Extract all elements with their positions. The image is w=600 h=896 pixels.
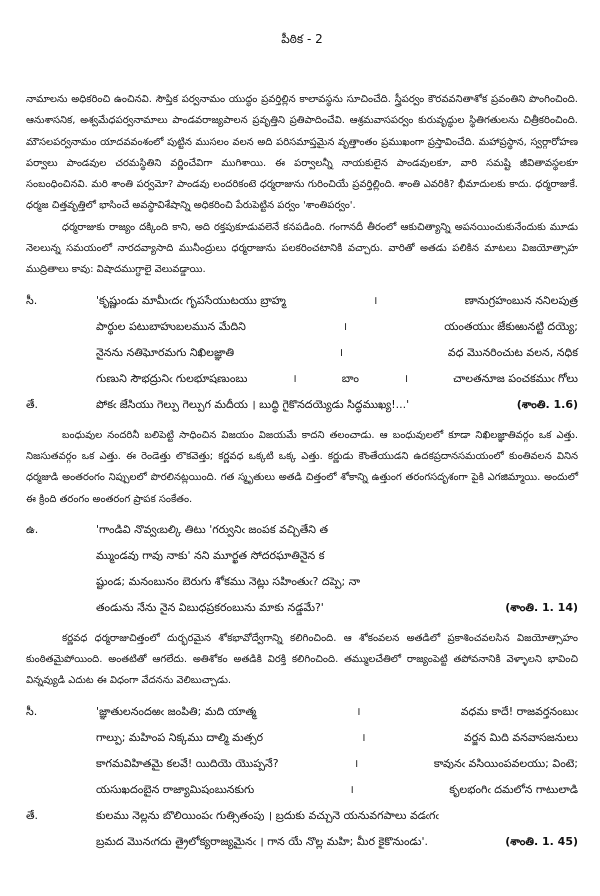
verse-line-part: వధ మొనరించుట వలన, నధిక: [447, 345, 578, 359]
verse-line-part: 'జ్ఞాతులనందఱఁ జంపితి; మది యాత్మ: [96, 704, 257, 718]
verse-line: బ్రమద మొనఁగదు త్రైలోక్యరాజ్యమైనఁ । గాన యే నొల్ల మహి; మీర కైకొనుండు'. (శాంతి. 1. 45): [96, 829, 578, 855]
verse-line: ష్టుండ; మనంబునం బెరుగు శోకము నెట్లు సహింతుఁ? దప్పె; నా: [96, 574, 361, 588]
verse-line: పోకఁ జేసియు గెల్పు గెల్పుగ మదీయ । బుద్ధి గైకొనదయ్యెడు సిద్ధముఖ్య!...' (శాంతి. 1.6): [96, 392, 578, 418]
verse-line-part: తండును నేను నైన విబుధప్రకరంబును మాకు నడ్డమే?': [96, 600, 324, 614]
verse-citation: (శాంతి. 1. 45): [505, 834, 578, 848]
verse-citation: (శాంతి. 1. 14): [505, 600, 578, 614]
verse-line-part: కాగమవిహితమై కలవే! యిదియె యొప్పనే?: [96, 756, 279, 770]
verse-line-part: వధమ కాదే! రాజవర్తనంబుఁ: [460, 704, 578, 718]
verse-line: గాల్పు; మహింప నిక్కము దాల్మి మత్సర । వర్జన మిది వనవాసజనులు: [96, 725, 578, 751]
verse-line-part: బాం: [341, 371, 359, 385]
verse-line-part: ణానుగ్రహంబున ననిలపుత్ర: [464, 293, 578, 307]
verse-line-part: బుద్ధి గైకొనదయ్యెడు సిద్ధముఖ్య!...': [259, 397, 410, 411]
verse-line: కులము నెల్లను బొలియింపఁ గుత్సితంపు । బ్రదుకు వచ్చునె యనువగపాలు వడఁగఁ: [96, 808, 439, 822]
verse-2: [26, 517, 578, 621]
verse-line: 'గాండివి నొవ్వఁబల్కి తిటు 'గర్వునిఁ జంపక వచ్చితేని త: [96, 522, 329, 536]
verse-line-part: యంతయుఁ జేకుఱునట్టి దయ్యె;: [444, 319, 578, 333]
verse-line-part: గాల్పు; మహింప నిక్కము దాల్మి మత్సర: [96, 730, 264, 744]
paragraph-4: కర్ణవధ ధర్మరాజుచిత్తంలో దుర్భరమైన శోకభావోద్వేగాన్ని కలిగించింది. ఆ శోకంవలన అతడిలో ప్రకాశించవలసిన విజయోత్సాహం కుంఠితమైపోయింది. అంతటితో ఆగలేదు. అతిశోకం అతడికి విరక్తి కలిగించింది. తమ్ములచేతిలో రాజ్యంపెట్టి తపోవనానికి వెళ్ళాలని భావించి విన్నవ్యుడి ఎదుట ఈ విధంగా వేదనను వెలిబుచ్చాడు.: [26, 632, 578, 687]
verse-line-part: 'కృష్ణుండు మామీఁదఁ గృపసేయుటయు బ్రాహ్మ: [96, 293, 286, 307]
verse-line-part: కృలభంగిఁ దమలోన గాటులాడి: [449, 782, 578, 796]
page-header: పీఠిక - 2: [281, 32, 323, 46]
verse-line-part: కావునఁ వసియింపవలయు; వింటె;: [433, 756, 578, 770]
verse-meter-marker: సీ.: [26, 293, 38, 307]
paragraph-3: బంధువుల నందరినీ బలిపెట్టి సాధించిన విజయం విజయమే కాదని తలంచాడు. ఆ బంధువులలో కూడా నిఖిలజ్ఞాతివర్గం ఒక ఎత్తు. నిజసుతవర్గం ఒక ఎత్తు. ఈ రెండెత్తు లొకవెత్తు; కర్ణవధ ఒక్కటి ఒక్క ఎత్తు. కర్ణుడు కౌంతేయుడని ఉదకప్రదానసమయంలో కుంతివలన వినిన ధర్మజుడి అంతరంగం నిప్పులలో పొరలినట్లయింది. గత స్మృతులు అతడి చిత్తంలో శోకాన్ని ఉత్తుంగ తరంగసదృశంగా పైకి ఎగజిమ్మాయి. అందులో ఈ క్రింది తరంగం అంతరంగ ప్రాపక సంకేతం.: [26, 429, 578, 505]
verse-meter-marker: తే.: [26, 808, 39, 822]
verse-line-part: పోకఁ జేసియు గెల్పు గెల్పుగ మదీయ: [96, 397, 248, 411]
verse-1-tail: [26, 392, 578, 418]
verse-citation: (శాంతి. 1.6): [516, 397, 578, 411]
verse-line: గుణుని సౌభద్రునిఁ గులభూషణుంబు । బాం । చాలతనూజ పంచకముఁ గోలు: [96, 366, 578, 392]
verse-line-part: యసుఖదంబైన రాజ్యామిషంబునకుగు: [96, 782, 255, 796]
verse-line: యసుఖదంబైన రాజ్యామిషంబునకుగు । కృలభంగిఁ దమలోన గాటులాడి: [96, 777, 578, 803]
verse-3: [26, 699, 578, 803]
verse-line: కాగమవిహితమై కలవే! యిదియె యొప్పనే? । కావునఁ వసియింపవలయు; వింటె;: [96, 751, 578, 777]
verse-line-part: నైనను నతిఘోరమగు నిఖిలజ్ఞాతి: [96, 345, 235, 359]
paragraph-1: నామాలను అధికరించి ఉంచినవి. సౌప్తిక పర్వనామం యుద్ధం ప్రవర్తిల్లిన కాలావస్థను సూచించేది. స్త్రీపర్వం కౌరవవనితాశోక ప్రవంతిని పొంగించింది. ఆనుశాసనిక, అశ్వమేధపర్వనామాలు పాండవరాజ్యపాలన ప్రవృత్తిని ప్రతిపాదించేవి. ఆశ్రమవాసపర్వం కురువృద్ధుల స్థితిగతులను చిత్రీకరించింది. మౌసలపర్వనామం యాదవవంశంలో పుట్టిన ముసలం వలన అది పరిసమాప్తమైన వృత్తాంతం ప్రముఖంగా ప్రస్తావించేది. మహాప్రస్థాన, స్వర్గారోహణ పర్వాలు పాండవుల చరమస్థితిని వర్ణించేవిగా ముగిశాయి. ఈ పర్వాలన్నీ నాయకులైన పాండవులకూ, వారి సమష్టి జీవితావస్థలకూ సంబంధించినవి. మరి శాంతి పర్వమో? పాండవు లందరికంటె ధర్మరాజును గురించియే ప్రవర్తిల్లింది. శాంతి ఎవరికి? భీమాదులకు కాదు. ధర్మరాజుకే. ధర్మజ చిత్తవృత్తిలో భాసించే అవస్థావిశేషాన్ని అధికరించి పేరుపెట్టిన పర్వం 'శాంతిపర్వం'.: [26, 94, 578, 212]
verse-line: పార్థుల పటుబాహుబలమున మేదిని । యంతయుఁ జేకుఱునట్టి దయ్యె;: [96, 314, 578, 340]
verse-line-part: చాలతనూజ పంచకముఁ గోలు: [453, 371, 578, 385]
verse-meter-marker: సీ.: [26, 704, 38, 718]
verse-line-part: కులము నెల్లను బొలియింపఁ గుత్సితంపు: [96, 808, 265, 822]
verse-line-part: పార్థుల పటుబాహుబలమున మేదిని: [96, 319, 246, 333]
verse-line-part: గాన యే నొల్ల మహి; మీర కైకొనుండు'.: [267, 834, 429, 848]
paragraph-2: ధర్మరాజుకు రాజ్యం దక్కింది కాని, అది రక్తపుకూడువలెనే కనపడింది. గంగానదీ తీరంలో ఆకుచిత్యాన్ని అపనయించుకునేందుకు మూడు నెలలున్న సమయంలో నారదవ్యాసాది మునీంద్రులు ధర్మరాజును పలకరించటానికి వచ్చారు. వారితో అతడు పలికిన మాటలు విజయోత్సాహ ముద్రితాలు కావు: విషాదముగ్ధాలై వెలువడ్డాయి.: [26, 221, 578, 276]
verse-line: నైనను నతిఘోరమగు నిఖిలజ్ఞాతి । వధ మొనరించుట వలన, నధిక: [96, 340, 578, 366]
verse-line-part: వర్జన మిది వనవాసజనులు: [463, 730, 578, 744]
verse-line-part: బ్రదుకు వచ్చునె యనువగపాలు వడఁగఁ: [275, 808, 439, 822]
verse-meter-marker: తే.: [26, 397, 39, 411]
verse-line-part: బ్రమద మొనఁగదు త్రైలోక్యరాజ్యమైనఁ: [96, 834, 257, 848]
verse-line: 'కృష్ణుండు మామీఁదఁ గృపసేయుటయు బ్రాహ్మ । ణానుగ్రహంబున ననిలపుత్ర: [96, 288, 578, 314]
verse-line: [96, 595, 578, 621]
verse-3-tail: [26, 803, 578, 855]
verse-line: మ్ముండవు గావు నాకు' నని మూర్ఖత సోదరఘాతినైన క: [96, 548, 325, 562]
verse-meter-marker: ఉ.: [26, 522, 39, 536]
verse-line: 'జ్ఞాతులనందఱఁ జంపితి; మది యాత్మ । వధమ కాదే! రాజవర్తనంబుఁ: [96, 699, 578, 725]
verse-line-part: గుణుని సౌభద్రునిఁ గులభూషణుంబు: [96, 371, 248, 385]
verse-1: [26, 288, 578, 392]
